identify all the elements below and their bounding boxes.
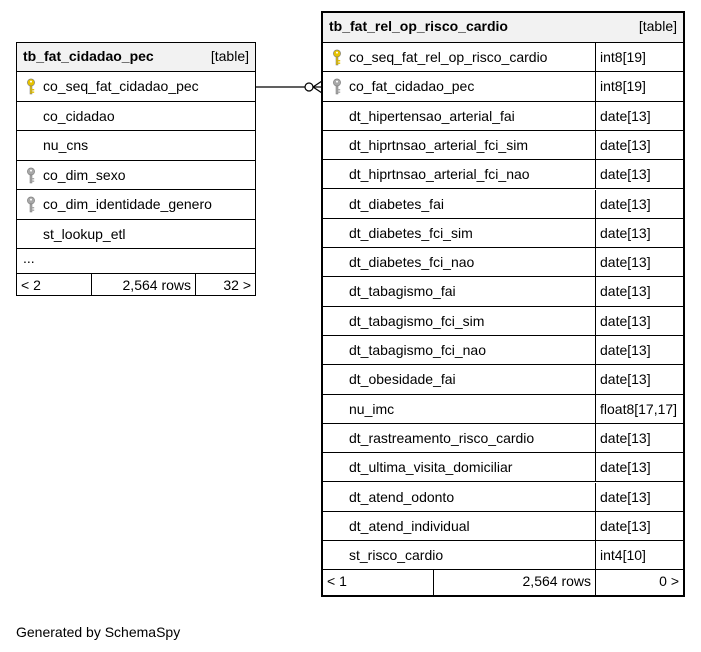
more-columns-ellipsis: ... <box>23 250 35 266</box>
column-name-cell <box>323 43 595 71</box>
column-type: date[13] <box>600 488 651 505</box>
foreign-key-icon <box>25 167 37 184</box>
column-type: float8[17,17] <box>600 400 678 417</box>
column-name-cell <box>323 424 595 452</box>
column-name: dt_hipertensao_arterial_fai <box>349 107 515 124</box>
column-name: co_seq_fat_cidadao_pec <box>43 78 199 94</box>
column-type-cell <box>595 131 683 159</box>
child-count: 0 > <box>659 573 679 590</box>
column-type-cell <box>595 219 683 247</box>
table-name: tb_fat_cidadao_pec <box>23 48 154 64</box>
parent-count: < 1 <box>327 573 347 590</box>
column-name: dt_atend_individual <box>349 517 470 534</box>
column-name-cell <box>323 131 595 159</box>
column-type-cell <box>595 424 683 452</box>
column-name: co_seq_fat_rel_op_risco_cardio <box>349 49 548 65</box>
column-row[interactable] <box>323 365 683 394</box>
column-name-cell <box>323 219 595 247</box>
column-row[interactable] <box>323 219 683 248</box>
column-type: date[13] <box>600 107 651 124</box>
column-type-cell <box>595 395 683 423</box>
column-name-cell <box>323 512 595 540</box>
column-type-cell <box>595 248 683 276</box>
column-name: dt_hiprtnsao_arterial_fci_nao <box>349 166 530 183</box>
column-row[interactable] <box>17 72 255 102</box>
child-count-cell[interactable] <box>595 570 683 595</box>
column-row[interactable] <box>17 131 255 161</box>
column-type: date[13] <box>600 371 651 388</box>
column-row[interactable] <box>17 161 255 191</box>
column-name: dt_tabagismo_fai <box>349 283 456 300</box>
column-row[interactable] <box>323 336 683 365</box>
column-type-cell <box>595 160 683 188</box>
column-name-cell <box>323 160 595 188</box>
column-type-cell <box>595 307 683 335</box>
column-name-cell <box>323 307 595 335</box>
column-row[interactable] <box>323 512 683 541</box>
column-type-cell <box>595 336 683 364</box>
table-header <box>323 13 683 43</box>
column-name-cell <box>323 541 595 569</box>
foreign-key-icon <box>331 78 343 95</box>
column-row[interactable] <box>323 541 683 570</box>
row-count: 2,564 rows <box>522 573 591 590</box>
column-type: date[13] <box>600 224 651 241</box>
table-tb-fat-cidadao-pec[interactable] <box>16 42 256 296</box>
column-type: date[13] <box>600 429 651 446</box>
column-name: dt_ultima_visita_domiciliar <box>349 459 513 476</box>
column-name-cell <box>17 161 255 190</box>
column-name-cell <box>323 336 595 364</box>
column-row[interactable] <box>323 424 683 453</box>
column-type: int8[19] <box>600 49 646 65</box>
table-name: tb_fat_rel_op_risco_cardio <box>329 18 508 34</box>
column-row[interactable] <box>323 453 683 482</box>
child-count-cell[interactable] <box>195 274 255 296</box>
column-name: dt_diabetes_fci_sim <box>349 224 473 241</box>
child-count: 32 > <box>223 277 251 293</box>
column-type: int4[10] <box>600 547 646 564</box>
table-kind: [table] <box>638 18 677 34</box>
column-row[interactable] <box>323 160 683 189</box>
column-name: co_dim_identidade_genero <box>43 196 212 212</box>
column-name: st_lookup_etl <box>43 225 126 242</box>
table-footer <box>17 274 255 296</box>
column-name: co_fat_cidadao_pec <box>349 78 475 95</box>
generated-by-label: Generated by SchemaSpy <box>16 624 181 640</box>
column-row[interactable] <box>17 190 255 220</box>
row-count: 2,564 rows <box>122 277 191 293</box>
row-count-cell[interactable] <box>433 570 595 595</box>
column-name-cell <box>17 190 255 219</box>
column-type-cell <box>595 512 683 540</box>
column-name: dt_tabagismo_fci_sim <box>349 312 485 329</box>
column-name: nu_cns <box>43 137 89 153</box>
parent-count-cell[interactable] <box>17 274 91 296</box>
column-name-cell <box>17 220 255 249</box>
column-name: co_dim_sexo <box>43 166 126 183</box>
column-name-cell <box>323 365 595 393</box>
column-type: date[13] <box>600 283 651 300</box>
table-footer <box>323 570 683 595</box>
column-row[interactable] <box>17 220 255 250</box>
column-row[interactable] <box>323 395 683 424</box>
column-name: nu_imc <box>349 400 395 417</box>
column-name: st_risco_cardio <box>349 547 444 564</box>
column-name: dt_rastreamento_risco_cardio <box>349 429 535 446</box>
column-row[interactable] <box>17 102 255 132</box>
table-kind: [table] <box>210 48 249 64</box>
column-type: date[13] <box>600 195 651 212</box>
column-type-cell <box>595 102 683 130</box>
column-type: date[13] <box>600 254 651 271</box>
column-name-cell <box>323 277 595 305</box>
zero-cardinality-circle <box>305 83 313 91</box>
more-columns-row <box>17 249 255 274</box>
column-name-cell <box>323 102 595 130</box>
column-row[interactable] <box>323 248 683 277</box>
row-count-cell[interactable] <box>91 274 195 296</box>
column-name-cell <box>17 131 255 160</box>
column-name-cell <box>323 453 595 481</box>
column-type: date[13] <box>600 136 651 153</box>
column-row[interactable] <box>323 102 683 131</box>
column-type: date[13] <box>600 459 651 476</box>
column-name: dt_tabagismo_fci_nao <box>349 342 486 358</box>
column-type: date[13] <box>600 312 651 329</box>
column-name: dt_hiprtnsao_arterial_fci_sim <box>349 136 528 153</box>
column-type: date[13] <box>600 166 651 183</box>
column-type-cell <box>595 541 683 569</box>
column-name: dt_diabetes_fci_nao <box>349 254 475 271</box>
parent-count: < 2 <box>21 277 41 293</box>
column-type-cell <box>595 483 683 511</box>
table-tb-fat-rel-op-risco-cardio[interactable] <box>321 11 685 597</box>
column-name: dt_atend_odonto <box>349 488 455 505</box>
primary-key-icon <box>25 78 37 95</box>
column-row[interactable] <box>323 43 683 72</box>
column-row[interactable] <box>323 131 683 160</box>
column-type: date[13] <box>600 517 651 534</box>
column-name: co_cidadao <box>43 107 115 124</box>
column-type-cell <box>595 365 683 393</box>
foreign-key-icon <box>25 196 37 213</box>
column-name-cell <box>323 248 595 276</box>
column-name: dt_diabetes_fai <box>349 195 444 212</box>
column-name-cell <box>323 72 595 100</box>
column-name-cell <box>323 190 595 218</box>
table-header <box>17 43 255 72</box>
column-name-cell <box>323 395 595 423</box>
column-type: int8[19] <box>600 78 646 95</box>
column-row[interactable] <box>323 307 683 336</box>
column-type-cell <box>595 43 683 71</box>
column-row[interactable] <box>323 483 683 512</box>
primary-key-icon <box>331 49 343 66</box>
parent-count-cell[interactable] <box>323 570 433 595</box>
column-type-cell <box>595 453 683 481</box>
column-type-cell <box>595 190 683 218</box>
column-name-cell <box>323 483 595 511</box>
column-type-cell <box>595 277 683 305</box>
column-row[interactable] <box>323 72 683 101</box>
column-type: date[13] <box>600 342 651 358</box>
column-name: dt_obesidade_fai <box>349 371 456 388</box>
column-name-cell <box>17 102 255 131</box>
column-row[interactable] <box>323 190 683 219</box>
column-row[interactable] <box>323 277 683 306</box>
column-type-cell <box>595 72 683 100</box>
column-name-cell <box>17 72 255 101</box>
